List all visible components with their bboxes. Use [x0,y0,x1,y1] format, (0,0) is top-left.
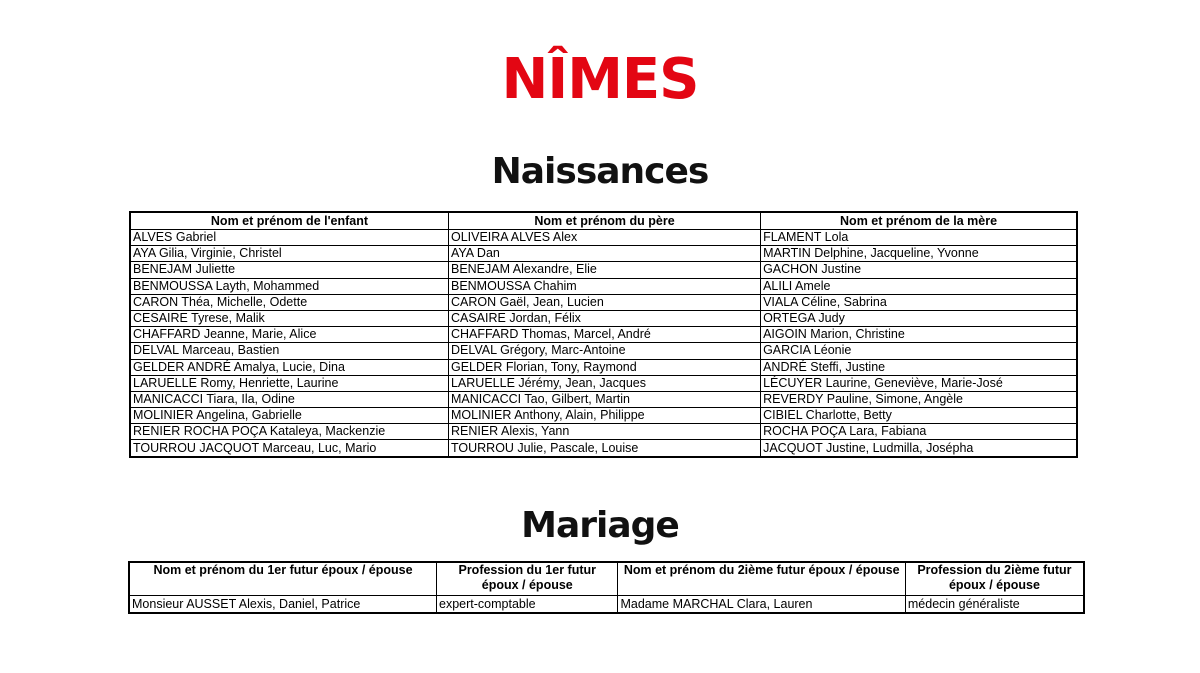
spouse2-profession-cell: médecin généraliste [905,596,1084,614]
mother-name-cell: ORTEGA Judy [761,310,1077,326]
child-name-cell: CHAFFARD Jeanne, Marie, Alice [130,327,448,343]
table-row [130,327,1077,343]
spouse2-name-header: Nom et prénom du 2ième futur époux / épouse [618,562,905,596]
child-name-cell: TOURROU JACQUOT Marceau, Luc, Mario [130,440,448,457]
father-name-cell: MANICACCI Tao, Gilbert, Martin [448,391,760,407]
mother-name-cell: JACQUOT Justine, Ludmilla, Josépha [761,440,1077,457]
spouse1-profession-header: Profession du 1er futur époux / épouse [437,562,618,596]
table-row [130,262,1077,278]
father-name-cell: DELVAL Grégory, Marc-Antoine [448,343,760,359]
child-name-cell: BENMOUSSA Layth, Mohammed [130,278,448,294]
table-row [130,230,1077,246]
mother-name-cell: CIBIEL Charlotte, Betty [761,408,1077,424]
father-name-cell: CARON Gaël, Jean, Lucien [448,294,760,310]
father-name-cell: CHAFFARD Thomas, Marcel, André [448,327,760,343]
mother-name-cell: ANDRÉ Steffi, Justine [761,359,1077,375]
spouse2-profession-header: Profession du 2ième futur époux / épouse [905,562,1084,596]
child-name-cell: MOLINIER Angelina, Gabrielle [130,408,448,424]
table-row [130,246,1077,262]
mother-name-cell: VIALA Céline, Sabrina [761,294,1077,310]
father-name-cell: MOLINIER Anthony, Alain, Philippe [448,408,760,424]
city-logo: NÎMES [501,47,699,112]
births-table [129,211,1078,458]
table-row [130,359,1077,375]
child-name-cell: MANICACCI Tiara, Ila, Odine [130,391,448,407]
mother-name-cell: LÉCUYER Laurine, Geneviève, Marie-José [761,375,1077,391]
table-row [130,391,1077,407]
child-name-header: Nom et prénom de l'enfant [130,212,448,230]
father-name-cell: BENEJAM Alexandre, Elie [448,262,760,278]
father-name-cell: GELDER Florian, Tony, Raymond [448,359,760,375]
father-name-cell: BENMOUSSA Chahim [448,278,760,294]
mother-name-cell: REVERDY Pauline, Simone, Angèle [761,391,1077,407]
child-name-cell: GELDER ANDRÉ Amalya, Lucie, Dina [130,359,448,375]
father-name-header: Nom et prénom du père [448,212,760,230]
mother-name-cell: FLAMENT Lola [761,230,1077,246]
child-name-cell: DELVAL Marceau, Bastien [130,343,448,359]
child-name-cell: CESAIRE Tyrese, Malik [130,310,448,326]
table-row [129,596,1084,614]
table-row [130,294,1077,310]
mother-name-cell: ROCHA POÇA Lara, Fabiana [761,424,1077,440]
marriage-table [128,561,1085,614]
table-row [130,424,1077,440]
mother-name-cell: MARTIN Delphine, Jacqueline, Yvonne [761,246,1077,262]
father-name-cell: RENIER Alexis, Yann [448,424,760,440]
spouse2-name-cell: Madame MARCHAL Clara, Lauren [618,596,905,614]
father-name-cell: LARUELLE Jérémy, Jean, Jacques [448,375,760,391]
table-row [130,343,1077,359]
spouse1-profession-cell: expert-comptable [437,596,618,614]
father-name-cell: OLIVEIRA ALVES Alex [448,230,760,246]
child-name-cell: RENIER ROCHA POÇA Kataleya, Mackenzie [130,424,448,440]
table-row [130,375,1077,391]
father-name-cell: AYA Dan [448,246,760,262]
table-row [130,440,1077,457]
mother-name-cell: GARCIA Léonie [761,343,1077,359]
mother-name-header: Nom et prénom de la mère [761,212,1077,230]
child-name-cell: CARON Théa, Michelle, Odette [130,294,448,310]
child-name-cell: LARUELLE Romy, Henriette, Laurine [130,375,448,391]
mother-name-cell: GACHON Justine [761,262,1077,278]
marriage-header-row [129,562,1084,596]
births-header-row [130,212,1077,230]
births-section-title: Naissances [491,151,709,192]
spouse1-name-cell: Monsieur AUSSET Alexis, Daniel, Patrice [129,596,437,614]
table-row [130,408,1077,424]
mother-name-cell: AIGOIN Marion, Christine [761,327,1077,343]
table-row [130,310,1077,326]
father-name-cell: CASAIRE Jordan, Félix [448,310,760,326]
child-name-cell: ALVES Gabriel [130,230,448,246]
marriage-section-title: Mariage [521,505,679,546]
child-name-cell: AYA Gilia, Virginie, Christel [130,246,448,262]
child-name-cell: BENEJAM Juliette [130,262,448,278]
spouse1-name-header: Nom et prénom du 1er futur époux / épouse [129,562,437,596]
table-row [130,278,1077,294]
father-name-cell: TOURROU Julie, Pascale, Louise [448,440,760,457]
mother-name-cell: ALILI Amele [761,278,1077,294]
